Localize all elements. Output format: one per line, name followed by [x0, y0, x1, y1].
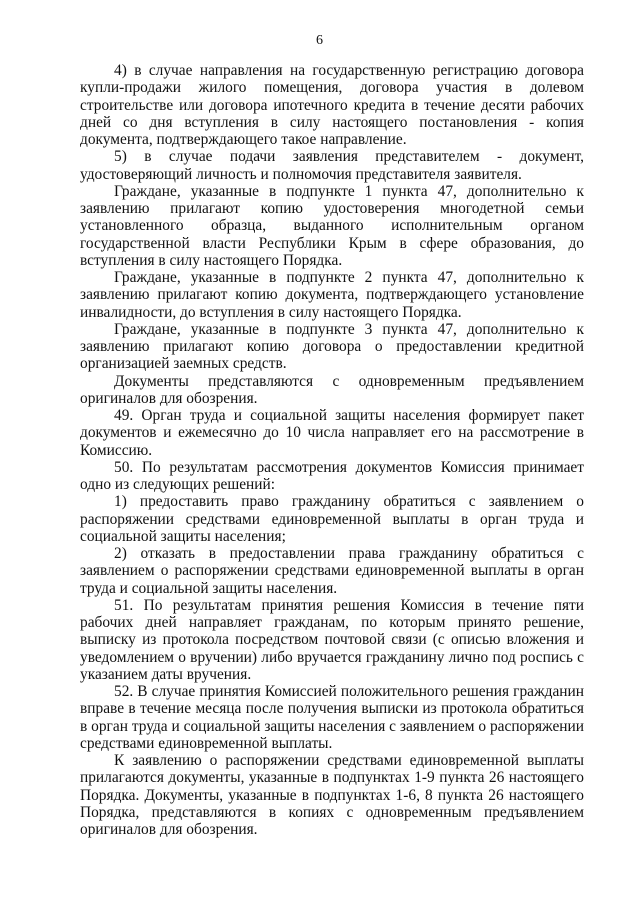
paragraph-decision-2: 2) отказать в предоставлении права гражданину обратиться с заявлением о распоряжении средствами единовременной выплаты в орган труда и социальной защиты населения. — [80, 545, 584, 597]
paragraph-documents-originals: Документы представляются с одновременным предъявлением оригиналов для обозрения. — [80, 372, 584, 407]
paragraph-citizens-subitem-2: Граждане, указанные в подпункте 2 пункта 47, дополнительно к заявлению прилагают копию документа, подтверждающего установление инвалидности, до вступления в силу настоящего Порядка. — [80, 269, 584, 321]
paragraph-citizens-subitem-1: Граждане, указанные в подпункте 1 пункта 47, дополнительно к заявлению прилагают копию удостоверения многодетной семьи установленного образца, выданного исполнительным органом государственной власти Республики Крым в сфере образования, до вступления в силу настоящего Порядка. — [80, 182, 584, 269]
paragraph-subitem-4: 4) в случае направления на государственную регистрацию договора купли-продажи жилого помещения, договора участия в долевом строительстве или договора ипотечного кредита в течение десяти рабочих дней со дня вступления в силу настоящего постановления - копия документа, подтверждающего такое направление. — [80, 62, 584, 148]
paragraph-item-52: 52. В случае принятия Комиссией положительного решения гражданин вправе в течение месяца после получения выписки из протокола обратиться в орган труда и социальной защиты населения с заявлением о распоряжении средствами единовременной выплаты. — [80, 683, 584, 752]
paragraph-decision-1: 1) предоставить право гражданину обратиться с заявлением о распоряжении средствами единовременной выплаты в орган труда и социальной защиты населения; — [80, 493, 584, 545]
page-number: 6 — [316, 33, 323, 48]
paragraph-item-51: 51. По результатам принятия решения Комиссия в течение пяти рабочих дней направляет гражданам, по которым принято решение, выписку из протокола посредством почтовой связи (с описью вложения и уведомлением о вручении) либо вручается гражданину лично под роспись с указанием даты вручения. — [80, 596, 584, 683]
paragraph-subitem-5: 5) в случае подачи заявления представителем - документ, удостоверяющий личность и полномочия представителя заявителя. — [80, 148, 584, 183]
paragraph-citizens-subitem-3: Граждане, указанные в подпункте 3 пункта 47, дополнительно к заявлению прилагают копию договора о предоставлении кредитной организацией заемных средств. — [80, 320, 584, 373]
document-body — [80, 62, 584, 838]
paragraph-application-attachments: К заявлению о распоряжении средствами единовременной выплаты прилагаются документы, указанные в подпунктах 1-9 пункта 26 настоящего Порядка. Документы, указанные в подпунктах 1-6, 8 пункта 26 настоящего Порядка, представляются в копиях с одновременным предъявлением оригиналов для обозрения. — [80, 752, 584, 838]
paragraph-item-50: 50. По результатам рассмотрения документов Комиссия принимает одно из следующих решений: — [80, 458, 584, 493]
paragraph-item-49: 49. Орган труда и социальной защиты населения формирует пакет документов и ежемесячно до 10 числа направляет его на рассмотрение в Комиссию. — [80, 407, 584, 459]
